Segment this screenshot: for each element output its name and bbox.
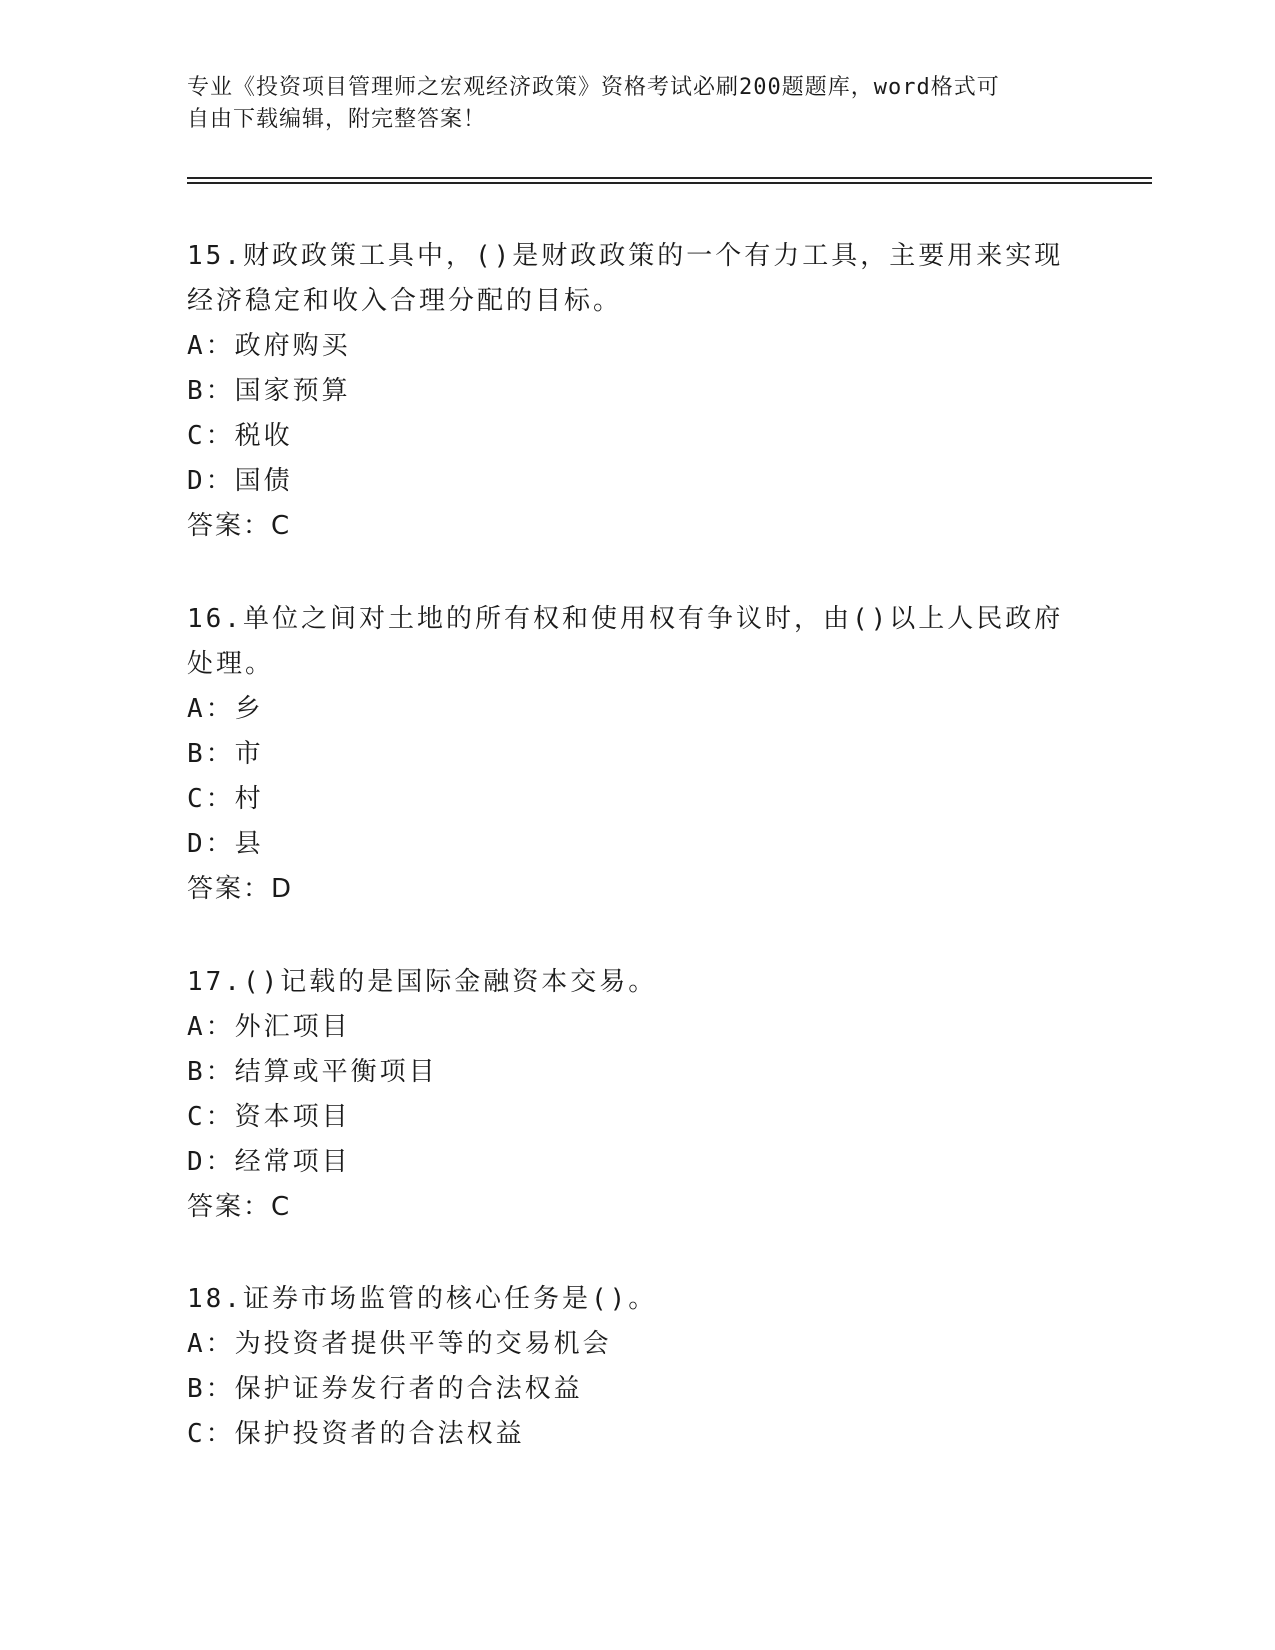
option-d: D：经常项目: [187, 1147, 351, 1177]
question-18: [187, 1277, 1087, 1457]
question-text: 18.证券市场监管的核心任务是()。: [187, 1284, 658, 1314]
option-a: A：为投资者提供平等的交易机会: [187, 1329, 612, 1359]
header-line-1: 专业《投资项目管理师之宏观经济政策》资格考试必刷200题题库，word格式可: [187, 75, 1000, 100]
option-a: A：外汇项目: [187, 1012, 351, 1042]
option-b: B：结算或平衡项目: [187, 1057, 438, 1087]
option-c: C：村: [187, 784, 264, 814]
question-17: [187, 960, 1087, 1230]
answer: 答案：D: [187, 874, 294, 904]
option-b: B：市: [187, 739, 264, 769]
option-c: C：保护投资者的合法权益: [187, 1419, 525, 1449]
answer: 答案：C: [187, 1192, 292, 1222]
question-16: [187, 597, 1087, 912]
document-header: [187, 72, 1067, 136]
header-divider-top: [187, 177, 1152, 179]
option-b: B：保护证券发行者的合法权益: [187, 1374, 583, 1404]
option-c: C：资本项目: [187, 1102, 351, 1132]
question-text: 17.()记载的是国际金融资本交易。: [187, 967, 658, 997]
question-text: 16.单位之间对土地的所有权和使用权有争议时，由()以上人民政府处理。: [187, 604, 1064, 679]
header-divider-bottom: [187, 182, 1152, 184]
option-c: C：税收: [187, 421, 293, 451]
answer: 答案：C: [187, 511, 292, 541]
header-line-2: 自由下载编辑，附完整答案！: [187, 107, 487, 132]
option-d: D：国债: [187, 466, 293, 496]
option-a: A：政府购买: [187, 331, 351, 361]
option-b: B：国家预算: [187, 376, 351, 406]
option-a: A：乡: [187, 694, 264, 724]
option-d: D：县: [187, 829, 264, 859]
question-text: 15.财政政策工具中，()是财政政策的一个有力工具，主要用来实现经济稳定和收入合理分配的目标。: [187, 241, 1064, 316]
question-15: [187, 234, 1087, 549]
